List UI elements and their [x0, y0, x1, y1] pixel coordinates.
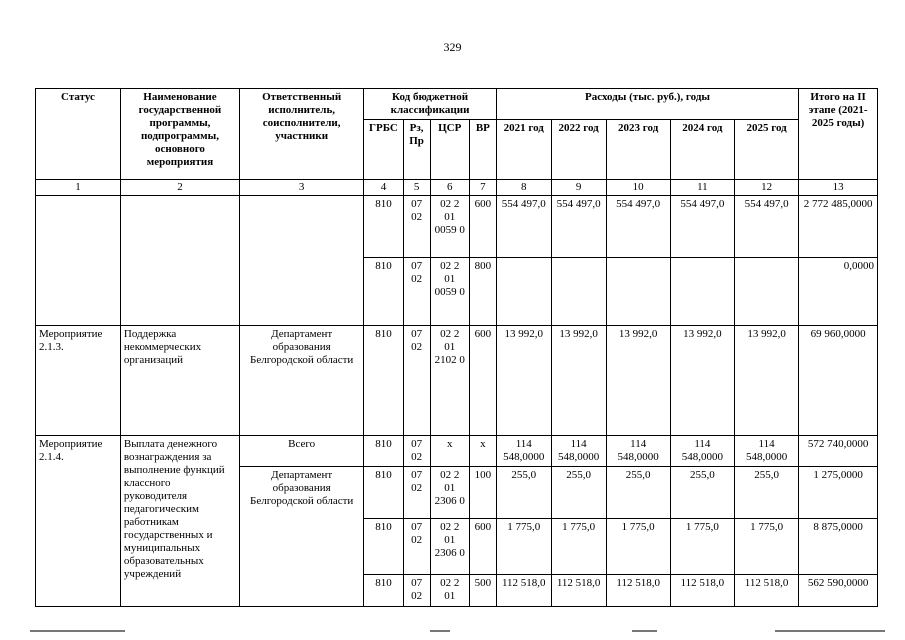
value-2023: 1 775,0: [606, 519, 670, 575]
table-row: [36, 196, 878, 258]
value-2023: 13 992,0: [606, 326, 670, 436]
name-cell: Выплата денежного вознаграждения за выполнение функций классного руководителя педагогическим работникам государственных и муниципальных образовательных учреждений: [120, 436, 239, 607]
vr-cell: 600: [469, 519, 496, 575]
rz-cell: 07 02: [403, 467, 430, 519]
header-2025: 2025 год: [734, 120, 798, 180]
value-2022: 255,0: [551, 467, 606, 519]
value-2022: 1 775,0: [551, 519, 606, 575]
total-cell: 0,0000: [799, 258, 878, 326]
value-2022: 13 992,0: [551, 326, 606, 436]
value-2025: 13 992,0: [734, 326, 798, 436]
rz-cell: 07 02: [403, 258, 430, 326]
value-2021: 112 518,0: [496, 575, 551, 607]
vr-cell: 600: [469, 326, 496, 436]
page-number: 329: [443, 40, 462, 54]
csr-cell: 02 2 01: [430, 575, 469, 607]
header-budget-code: Код бюджетной классификации: [364, 89, 497, 120]
total-cell: 572 740,0000: [799, 436, 878, 467]
col-number: 1: [36, 180, 121, 196]
header-vr: ВР: [469, 120, 496, 180]
header-expenses: Расходы (тыс. руб.), годы: [496, 89, 798, 120]
value-2024: 13 992,0: [670, 326, 734, 436]
name-cell: Поддержка некоммерческих организаций: [120, 326, 239, 436]
value-2021: 255,0: [496, 467, 551, 519]
header-status: Статус: [36, 89, 121, 180]
executor-cell: Департамент образования Белгородской области: [240, 326, 364, 436]
scan-artifact: [30, 630, 125, 632]
grbs-cell: 810: [364, 196, 403, 258]
status-cell: [36, 196, 121, 326]
vr-cell: 800: [469, 258, 496, 326]
value-2025: [734, 258, 798, 326]
col-number: 9: [551, 180, 606, 196]
csr-cell: 02 2 01 2102 0: [430, 326, 469, 436]
value-2022: [551, 258, 606, 326]
table-row: [36, 436, 878, 467]
value-2024: [670, 258, 734, 326]
header-rz: Рз, Пр: [403, 120, 430, 180]
rz-cell: 07 02: [403, 575, 430, 607]
name-cell: [120, 196, 239, 326]
scan-artifact: [775, 630, 885, 632]
value-2025: 554 497,0: [734, 196, 798, 258]
value-2022: 112 518,0: [551, 575, 606, 607]
csr-cell: 02 2 01 0059 0: [430, 196, 469, 258]
value-2024: 112 518,0: [670, 575, 734, 607]
status-cell: Мероприятие 2.1.4.: [36, 436, 121, 607]
executor-cell: Департамент образования Белгородской области: [240, 467, 364, 607]
col-number: 4: [364, 180, 403, 196]
rz-cell: 07 02: [403, 436, 430, 467]
csr-cell: 02 2 01 2306 0: [430, 467, 469, 519]
value-2024: 255,0: [670, 467, 734, 519]
grbs-cell: 810: [364, 467, 403, 519]
value-2021: [496, 258, 551, 326]
table-row: [36, 326, 878, 436]
value-2023: 554 497,0: [606, 196, 670, 258]
scan-artifact: [632, 630, 657, 632]
grbs-cell: 810: [364, 575, 403, 607]
value-2023: [606, 258, 670, 326]
header-2021: 2021 год: [496, 120, 551, 180]
total-cell: 2 772 485,0000: [799, 196, 878, 258]
value-2025: 114 548,0000: [734, 436, 798, 467]
rz-cell: 07 02: [403, 519, 430, 575]
csr-cell: 02 2 01 2306 0: [430, 519, 469, 575]
value-2021: 114 548,0000: [496, 436, 551, 467]
total-cell: 69 960,0000: [799, 326, 878, 436]
scan-artifact: [430, 630, 450, 632]
vr-cell: 100: [469, 467, 496, 519]
value-2024: 1 775,0: [670, 519, 734, 575]
col-number: 2: [120, 180, 239, 196]
value-2022: 114 548,0000: [551, 436, 606, 467]
executor-cell: Всего: [240, 436, 364, 467]
value-2021: 1 775,0: [496, 519, 551, 575]
rz-cell: 07 02: [403, 326, 430, 436]
col-number: 3: [240, 180, 364, 196]
header-grbs: ГРБС: [364, 120, 403, 180]
vr-cell: х: [469, 436, 496, 467]
vr-cell: 600: [469, 196, 496, 258]
grbs-cell: 810: [364, 436, 403, 467]
value-2023: 255,0: [606, 467, 670, 519]
value-2021: 13 992,0: [496, 326, 551, 436]
status-cell: Мероприятие 2.1.3.: [36, 326, 121, 436]
header-2023: 2023 год: [606, 120, 670, 180]
value-2021: 554 497,0: [496, 196, 551, 258]
col-number: 11: [670, 180, 734, 196]
value-2025: 1 775,0: [734, 519, 798, 575]
col-number: 6: [430, 180, 469, 196]
value-2025: 255,0: [734, 467, 798, 519]
total-cell: 562 590,0000: [799, 575, 878, 607]
col-number: 13: [799, 180, 878, 196]
col-number: 7: [469, 180, 496, 196]
col-number: 12: [734, 180, 798, 196]
value-2022: 554 497,0: [551, 196, 606, 258]
rz-cell: 07 02: [403, 196, 430, 258]
header-2022: 2022 год: [551, 120, 606, 180]
col-number: 8: [496, 180, 551, 196]
csr-cell: х: [430, 436, 469, 467]
header-2024: 2024 год: [670, 120, 734, 180]
total-cell: 8 875,0000: [799, 519, 878, 575]
value-2024: 554 497,0: [670, 196, 734, 258]
total-cell: 1 275,0000: [799, 467, 878, 519]
col-number: 5: [403, 180, 430, 196]
grbs-cell: 810: [364, 258, 403, 326]
value-2025: 112 518,0: [734, 575, 798, 607]
header-csr: ЦСР: [430, 120, 469, 180]
header-name: Наименование государственной программы, подпрограммы, основного мероприятия: [120, 89, 239, 180]
budget-table: [35, 88, 878, 607]
value-2024: 114 548,0000: [670, 436, 734, 467]
vr-cell: 500: [469, 575, 496, 607]
header-executor: Ответственный исполнитель, соисполнители, участники: [240, 89, 364, 180]
value-2023: 112 518,0: [606, 575, 670, 607]
value-2023: 114 548,0000: [606, 436, 670, 467]
grbs-cell: 810: [364, 326, 403, 436]
executor-cell: [240, 196, 364, 326]
csr-cell: 02 2 01 0059 0: [430, 258, 469, 326]
grbs-cell: 810: [364, 519, 403, 575]
col-number: 10: [606, 180, 670, 196]
header-total: Итого на II этапе (2021-2025 годы): [799, 89, 878, 180]
